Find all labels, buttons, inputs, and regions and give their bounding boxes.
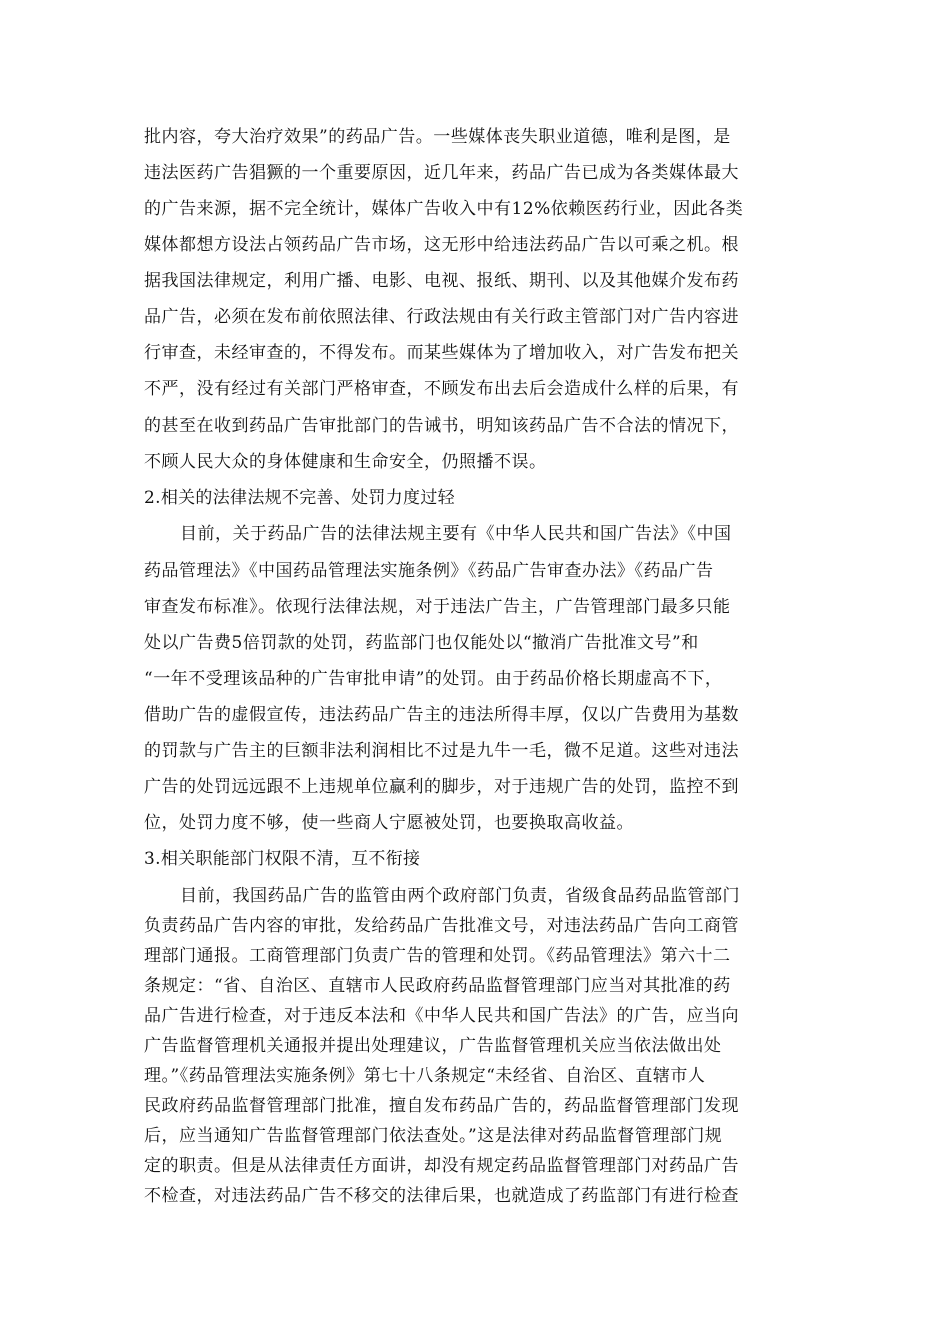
- paragraph-line: 据我国法律规定，利用广播、电影、电视、报纸、期刊、以及其他媒介发布药: [144, 271, 739, 291]
- paragraph-line: 行审查，未经审查的，不得发布。而某些媒体为了增加收入，对广告发布把关: [144, 343, 739, 363]
- paragraph-line: 违法医药广告猖獗的一个重要原因，近几年来，药品广告已成为各类媒体最大: [144, 163, 739, 183]
- paragraph-line: “一年不受理该品种的广告审批申请”的处罚。由于药品价格长期虚高不下，: [144, 669, 723, 689]
- section-heading-3: 3.相关职能部门权限不清，互不衔接: [144, 849, 421, 869]
- section-heading-2: 2.相关的法律法规不完善、处罚力度过轻: [144, 488, 455, 508]
- paragraph-line: 目前，关于药品广告的法律法规主要有《中华人民共和国广告法》《中国: [180, 524, 732, 544]
- paragraph-line: 媒体都想方设法占领药品广告市场，这无形中给违法药品广告以可乘之机。根: [144, 235, 739, 255]
- paragraph-line: 条规定：“省、自治区、直辖市人民政府药品监督管理部门应当对其批准的药: [144, 976, 731, 996]
- paragraph-line: 负责药品广告内容的审批，发给药品广告批准文号，对违法药品广告向工商管: [144, 916, 739, 936]
- paragraph-line: 定的职责。但是从法律责任方面讲，却没有规定药品监督管理部门对药品广告: [144, 1156, 739, 1176]
- paragraph-line: 品广告进行检查，对于违反本法和《中华人民共和国广告法》的广告，应当向: [144, 1006, 739, 1026]
- paragraph-line: 药品管理法》《中国药品管理法实施条例》《药品广告审查办法》《药品广告: [144, 561, 714, 581]
- paragraph-line: 位，处罚力度不够，使一些商人宁愿被处罚，也要换取高收益。: [144, 813, 634, 833]
- paragraph-line: 不检查，对违法药品广告不移交的法律后果，也就造成了药监部门有进行检查: [144, 1186, 739, 1206]
- paragraph-line: 民政府药品监督管理部门批准，擅自发布药品广告的，药品监督管理部门发现: [144, 1096, 739, 1116]
- paragraph-line: 广告的处罚远远跟不上违规单位赢利的脚步，对于违规广告的处罚，监控不到: [144, 777, 739, 797]
- paragraph-line: 审查发布标准》。依现行法律法规，对于违法广告主，广告管理部门最多只能: [144, 597, 731, 617]
- paragraph-line: 理部门通报。工商管理部门负责广告的管理和处罚。《药品管理法》第六十二: [144, 946, 731, 966]
- paragraph-line: 的广告来源，据不完全统计，媒体广告收入中有12%依赖医药行业，因此各类: [144, 199, 744, 219]
- paragraph-line: 不严，没有经过有关部门严格审查，不顾发布出去后会造成什么样的后果，有: [144, 379, 739, 399]
- paragraph-line: 不顾人民大众的身体健康和生命安全，仍照播不误。: [144, 452, 547, 472]
- paragraph-line: 后，应当通知广告监督管理部门依法查处。”这是法律对药品监督管理部门规: [144, 1126, 723, 1146]
- paragraph-line: 处以广告费5倍罚款的处罚，药监部门也仅能处以“撤消广告批准文号”和: [144, 633, 699, 653]
- paragraph-line: 的罚款与广告主的巨额非法利润相比不过是九牛一毛，微不足道。这些对违法: [144, 741, 739, 761]
- paragraph-line: 的甚至在收到药品广告审批部门的告诫书，明知该药品广告不合法的情况下，: [144, 416, 739, 436]
- paragraph-line: 理。”《药品管理法实施条例》第七十八条规定“未经省、自治区、直辖市人: [144, 1066, 706, 1086]
- paragraph-line: 目前，我国药品广告的监管由两个政府部门负责，省级食品药品监管部门: [180, 886, 740, 906]
- paragraph-line: 广告监督管理机关通报并提出处理建议，广告监督管理机关应当依法做出处: [144, 1036, 722, 1056]
- paragraph-line: 借助广告的虚假宣传，违法药品广告主的违法所得丰厚，仅以广告费用为基数: [144, 705, 739, 725]
- paragraph-line: 品广告，必须在发布前依照法律、行政法规由有关行政主管部门对广告内容进: [144, 307, 739, 327]
- paragraph-line: 批内容，夸大治疗效果”的药品广告。一些媒体丧失职业道德，唯利是图，是: [144, 127, 731, 147]
